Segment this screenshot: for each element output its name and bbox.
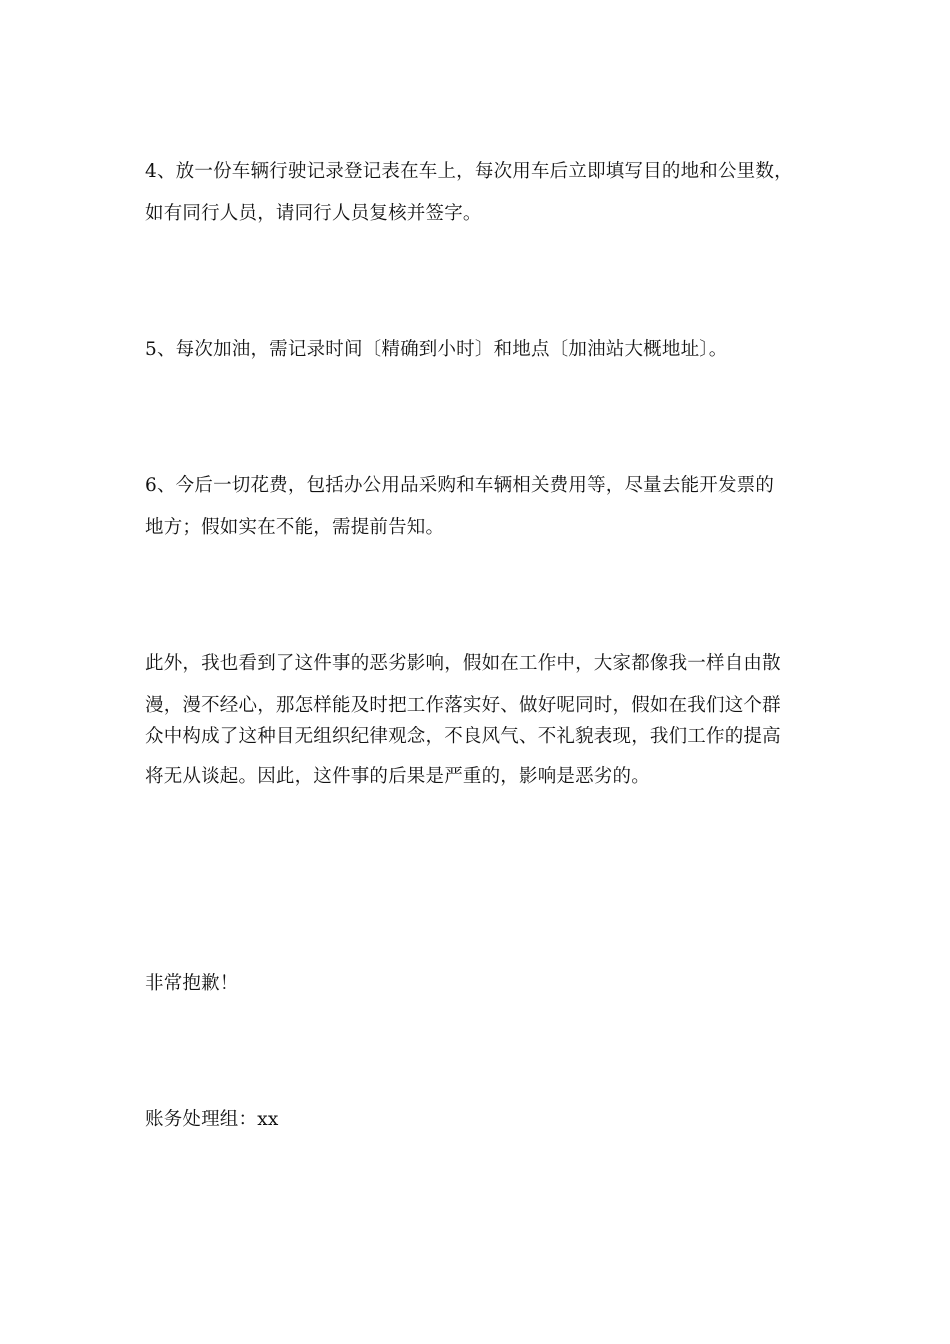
impact-paragraph-line-3: 众中构成了这种目无组织纪律观念，不良风气、不礼貌表现，我们工作的提高 bbox=[145, 726, 781, 747]
item-5-line-1: 5、每次加油，需记录时间〔精确到小时〕和地点〔加油站大概地址〕。 bbox=[145, 339, 728, 360]
impact-paragraph-line-2: 漫，漫不经心，那怎样能及时把工作落实好、做好呢同时，假如在我们这个群 bbox=[145, 695, 781, 716]
closing-apology: 非常抱歉！ bbox=[145, 973, 239, 994]
item-6-line-1: 6、今后一切花费，包括办公用品采购和车辆相关费用等，尽量去能开发票的 bbox=[145, 475, 775, 496]
signature-line: 账务处理组：xx bbox=[145, 1109, 279, 1130]
item-4-line-1: 4、放一份车辆行驶记录登记表在车上，每次用车后立即填写目的地和公里数， bbox=[145, 161, 793, 182]
item-4-line-2: 如有同行人员，请同行人员复核并签字。 bbox=[145, 203, 482, 224]
impact-paragraph-line-4: 将无从谈起。因此，这件事的后果是严重的，影响是恶劣的。 bbox=[145, 766, 650, 787]
item-6-line-2: 地方；假如实在不能，需提前告知。 bbox=[145, 517, 445, 538]
impact-paragraph-line-1: 此外，我也看到了这件事的恶劣影响，假如在工作中，大家都像我一样自由散 bbox=[145, 653, 781, 674]
